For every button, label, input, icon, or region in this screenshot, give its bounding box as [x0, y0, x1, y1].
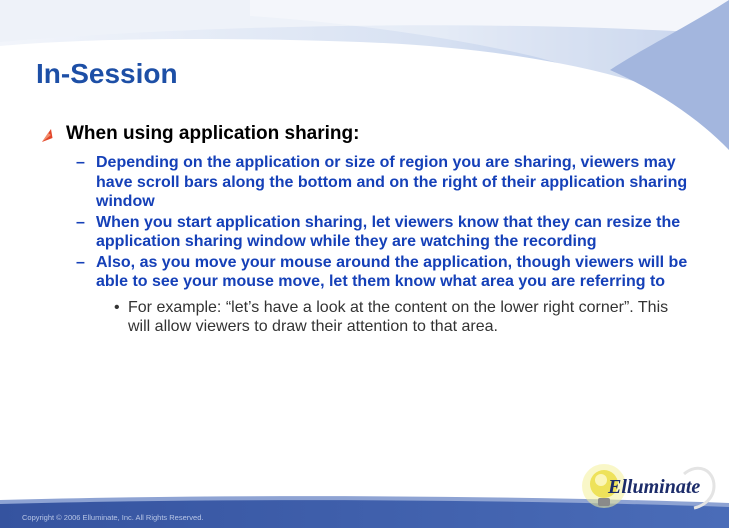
- sub-point: [40, 253, 690, 292]
- sub-point-text: Also, as you move your mouse around the application, though viewers will be able to see your mouse move, let them know what area you are referring to: [96, 253, 688, 290]
- example-bullet: [40, 298, 690, 336]
- dash-marker: –: [76, 253, 85, 271]
- dash-marker: –: [76, 213, 85, 231]
- sub-point: [40, 213, 690, 252]
- sub-point-text: When you start application sharing, let viewers know that they can resize the application sharing window while they are watching the recording: [96, 213, 681, 250]
- sub-point-text: Depending on the application or size of region you are sharing, viewers may have scroll bars along the bottom and on the right of their application sharing window: [96, 154, 688, 210]
- svg-text:Elluminate: Elluminate: [608, 476, 701, 498]
- heading-text: When using application sharing:: [66, 123, 360, 144]
- dash-marker: –: [76, 154, 85, 171]
- bullet-dot: •: [114, 298, 120, 316]
- arrow-bullet-icon: [40, 127, 54, 143]
- slide-title: In-Session: [36, 58, 178, 89]
- copyright-footer: Copyright © 2006 Elluminate, Inc. All Rights Reserved.: [22, 513, 204, 522]
- slide-content: [40, 123, 690, 336]
- heading-bullet: [40, 123, 690, 145]
- elluminate-logo: [580, 452, 720, 516]
- sub-point: [40, 153, 690, 212]
- example-text: For example: “let’s have a look at the content on the lower right corner”. This will allow viewers to draw their attention to that area.: [128, 298, 669, 335]
